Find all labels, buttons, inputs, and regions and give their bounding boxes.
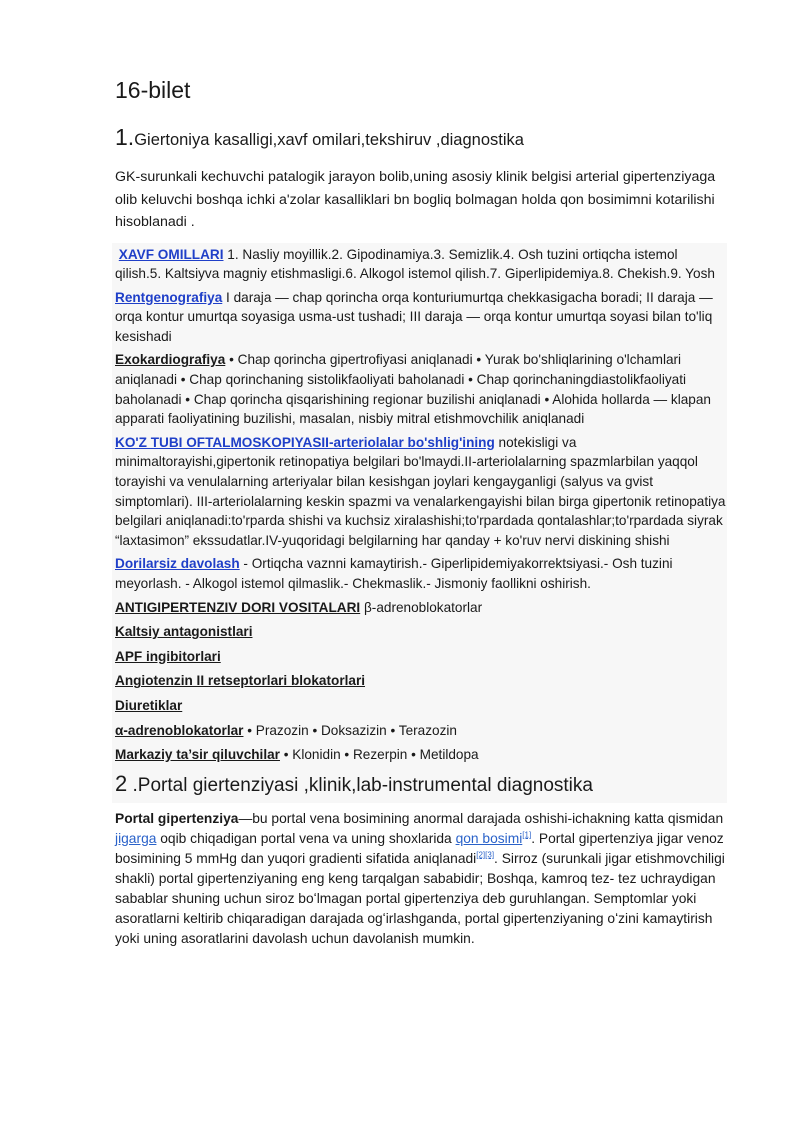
reference-1-link[interactable]: [1] xyxy=(522,830,532,840)
dori-text: - Ortiqcha vaznni kamaytirish.- Giperlipidemiyakorrektsiyasi.- Osh tuzini meyorlash. - Alkogol istemol qilmaslik.- Chekmaslik.- Jismoniy faollikni oshirish. xyxy=(115,556,673,591)
rentgen-paragraph xyxy=(115,288,727,347)
dori-paragraph xyxy=(115,554,727,593)
portal-text-4: . Sirroz (surunkali jigar etishmovchiligi shakli) portal gipertenziyaning eng keng tarqalgan sababidir; Boshqa, kamroq tez- tez uchraydigan sabablar shuning uchun siroz boʻlmagan portal gipertenziya deb guruhlangan. Semptomlar yoki asoratlarni keltirib chiqaradigan darajada ogʻirlashganda, portal gipertenziyaning oʻzini kamaytirish yoki uning asoratlarini davolash uchun davolanish mumkin. xyxy=(115,850,725,946)
page-title: 16-bilet xyxy=(115,77,191,103)
kaltsiy-heading xyxy=(115,622,727,642)
portal-text-2: oqib chiqadigan portal vena va uning shoxlarida xyxy=(156,830,456,846)
qon-bosimi-link[interactable]: qon bosimi xyxy=(455,830,523,846)
reference-3-link[interactable]: [3] xyxy=(485,850,495,860)
markaz-text: • Klonidin • Rezerpin • Metildopa xyxy=(279,747,479,763)
section2-number: 2 xyxy=(115,770,128,796)
dori-label[interactable]: Dorilarsiz davolash xyxy=(115,556,240,572)
document-page xyxy=(115,76,727,963)
angio-heading xyxy=(115,671,727,691)
anti-paragraph xyxy=(115,598,727,618)
alfa-paragraph xyxy=(115,721,727,741)
anti-text: β-adrenoblokatorlar xyxy=(360,599,483,615)
koz-text: notekisligi va minimaltorayishi,gipertonik retinopatiya belgilari bo'lmaydi.II-arteriolalarning spazmlarbilan yaqqol torayishi va venulalarning arteriyalar bilan kesishgan joylari kengayganligi (salyus va gvist simptomlari). III-arteriolalarning keskin spazmi va venalarkengayishi bilan birga gipertonik retinopatiya belgilari aniqlanadi:to'rparda shishi va kuchsiz xiralashishi;to'rpardada qontalashlar;to'rpardada siyrak “laxtasimon” ekssudatlar.IV-yuqoridagi belgilarning har qanday + ko'ruv nervi diskining shishi xyxy=(115,434,726,548)
kaltsiy-label: Kaltsiy antagonistlari xyxy=(115,624,253,640)
koz-paragraph xyxy=(115,433,727,551)
exo-text: • Chap qorincha gipertrofiyasi aniqlanadi • Yurak bo'shliqlarining o'lchamlari aniqlanadi • Chap qorinchaning sistolikfaoliyati baholanadi • Chap qorinchaningdiastolikfaoliyati baholanadi • Chap qorincha qisqarishining regionar buzilishi aniqlanadi • Alohida hollarda — klapan apparati faoliyatining buzilishi, masalan, nisbiy mitral etishmovchilik aniqlanadi xyxy=(115,352,711,427)
apf-heading xyxy=(115,647,727,667)
xavf-paragraph xyxy=(115,245,727,284)
section2-heading-text: .Portal giertenziyasi ,klinik,lab-instrumental diagnostika xyxy=(127,774,593,796)
section2-heading xyxy=(115,770,727,801)
section2-paragraph xyxy=(115,809,727,949)
angio-label: Angiotenzin II retseptorlari blokatorlari xyxy=(115,673,366,689)
exo-paragraph xyxy=(115,350,727,428)
diur-label: Diuretiklar xyxy=(115,697,183,713)
markaz-paragraph xyxy=(115,745,727,765)
shaded-block xyxy=(112,243,727,803)
markaz-label: Markaziy ta’sir qiluvchilar xyxy=(115,747,280,763)
alfa-label: α-adrenoblokatorlar xyxy=(115,722,244,738)
section1-number: 1. xyxy=(115,124,135,150)
alfa-text: • Prazozin • Doksazizin • Terazozin xyxy=(243,722,457,738)
exo-label: Exokardiografiya xyxy=(115,352,226,368)
diur-heading xyxy=(115,696,727,716)
section1-intro: GK-surunkali kechuvchi patalogik jarayon bolib,uning asosiy klinik belgisi arterial gipertenziyaga olib keluvchi boshqa ichki a'zolar kasalliklari bn bogliq bolmagan holda qon bosimimni kotarilishi hisoblanadi . xyxy=(115,169,716,230)
portal-text-3: . Portal gipertenziya jigar venoz bosimining 5 mmHg dan yuqori gradienti sifatida aniqlanadi xyxy=(115,830,724,866)
portal-text-1: —bu portal vena bosimining anormal darajada oshishi-ichakning katta qismidan xyxy=(238,810,724,826)
section1-heading xyxy=(115,122,727,156)
xavf-label[interactable]: XAVF OMILLARI xyxy=(118,246,224,262)
section1-heading-text: Giertoniya kasalligi,xavf omilari,tekshiruv ,diagnostika xyxy=(134,131,524,149)
anti-label: ANTIGIPERTENZIV DORI VOSITALARI xyxy=(115,599,361,615)
rentgen-label[interactable]: Rentgenografiya xyxy=(115,289,223,305)
portal-bold-term: Portal gipertenziya xyxy=(115,810,239,826)
jigarga-link[interactable]: jigarga xyxy=(115,830,157,846)
reference-2-link[interactable]: [2] xyxy=(476,850,486,860)
xavf-text: 1. Nasliy moyillik.2. Gipodinamiya.3. Semizlik.4. Osh tuzini ortiqcha istemol qilish.5. Kaltsiyva magniy etishmasligi.6. Alkogol istemol qilish.7. Giperlipidemiya.8. Chekish.9. Yosh xyxy=(115,246,715,282)
apf-label: APF ingibitorlari xyxy=(115,648,221,664)
rentgen-text: I daraja — chap qorincha orqa konturiumurtqa chekkasigacha boradi; II daraja — orqa kontur umurtqa soyasiga usma-ust tushadi; III daraja — orqa kontur umurtqa soyasi bilan to'liq kesishadi xyxy=(115,289,713,344)
koz-label[interactable]: KO'Z TUBI OFTALMOSKOPIYASII-arteriolalar bo'shlig'ining xyxy=(115,434,495,450)
